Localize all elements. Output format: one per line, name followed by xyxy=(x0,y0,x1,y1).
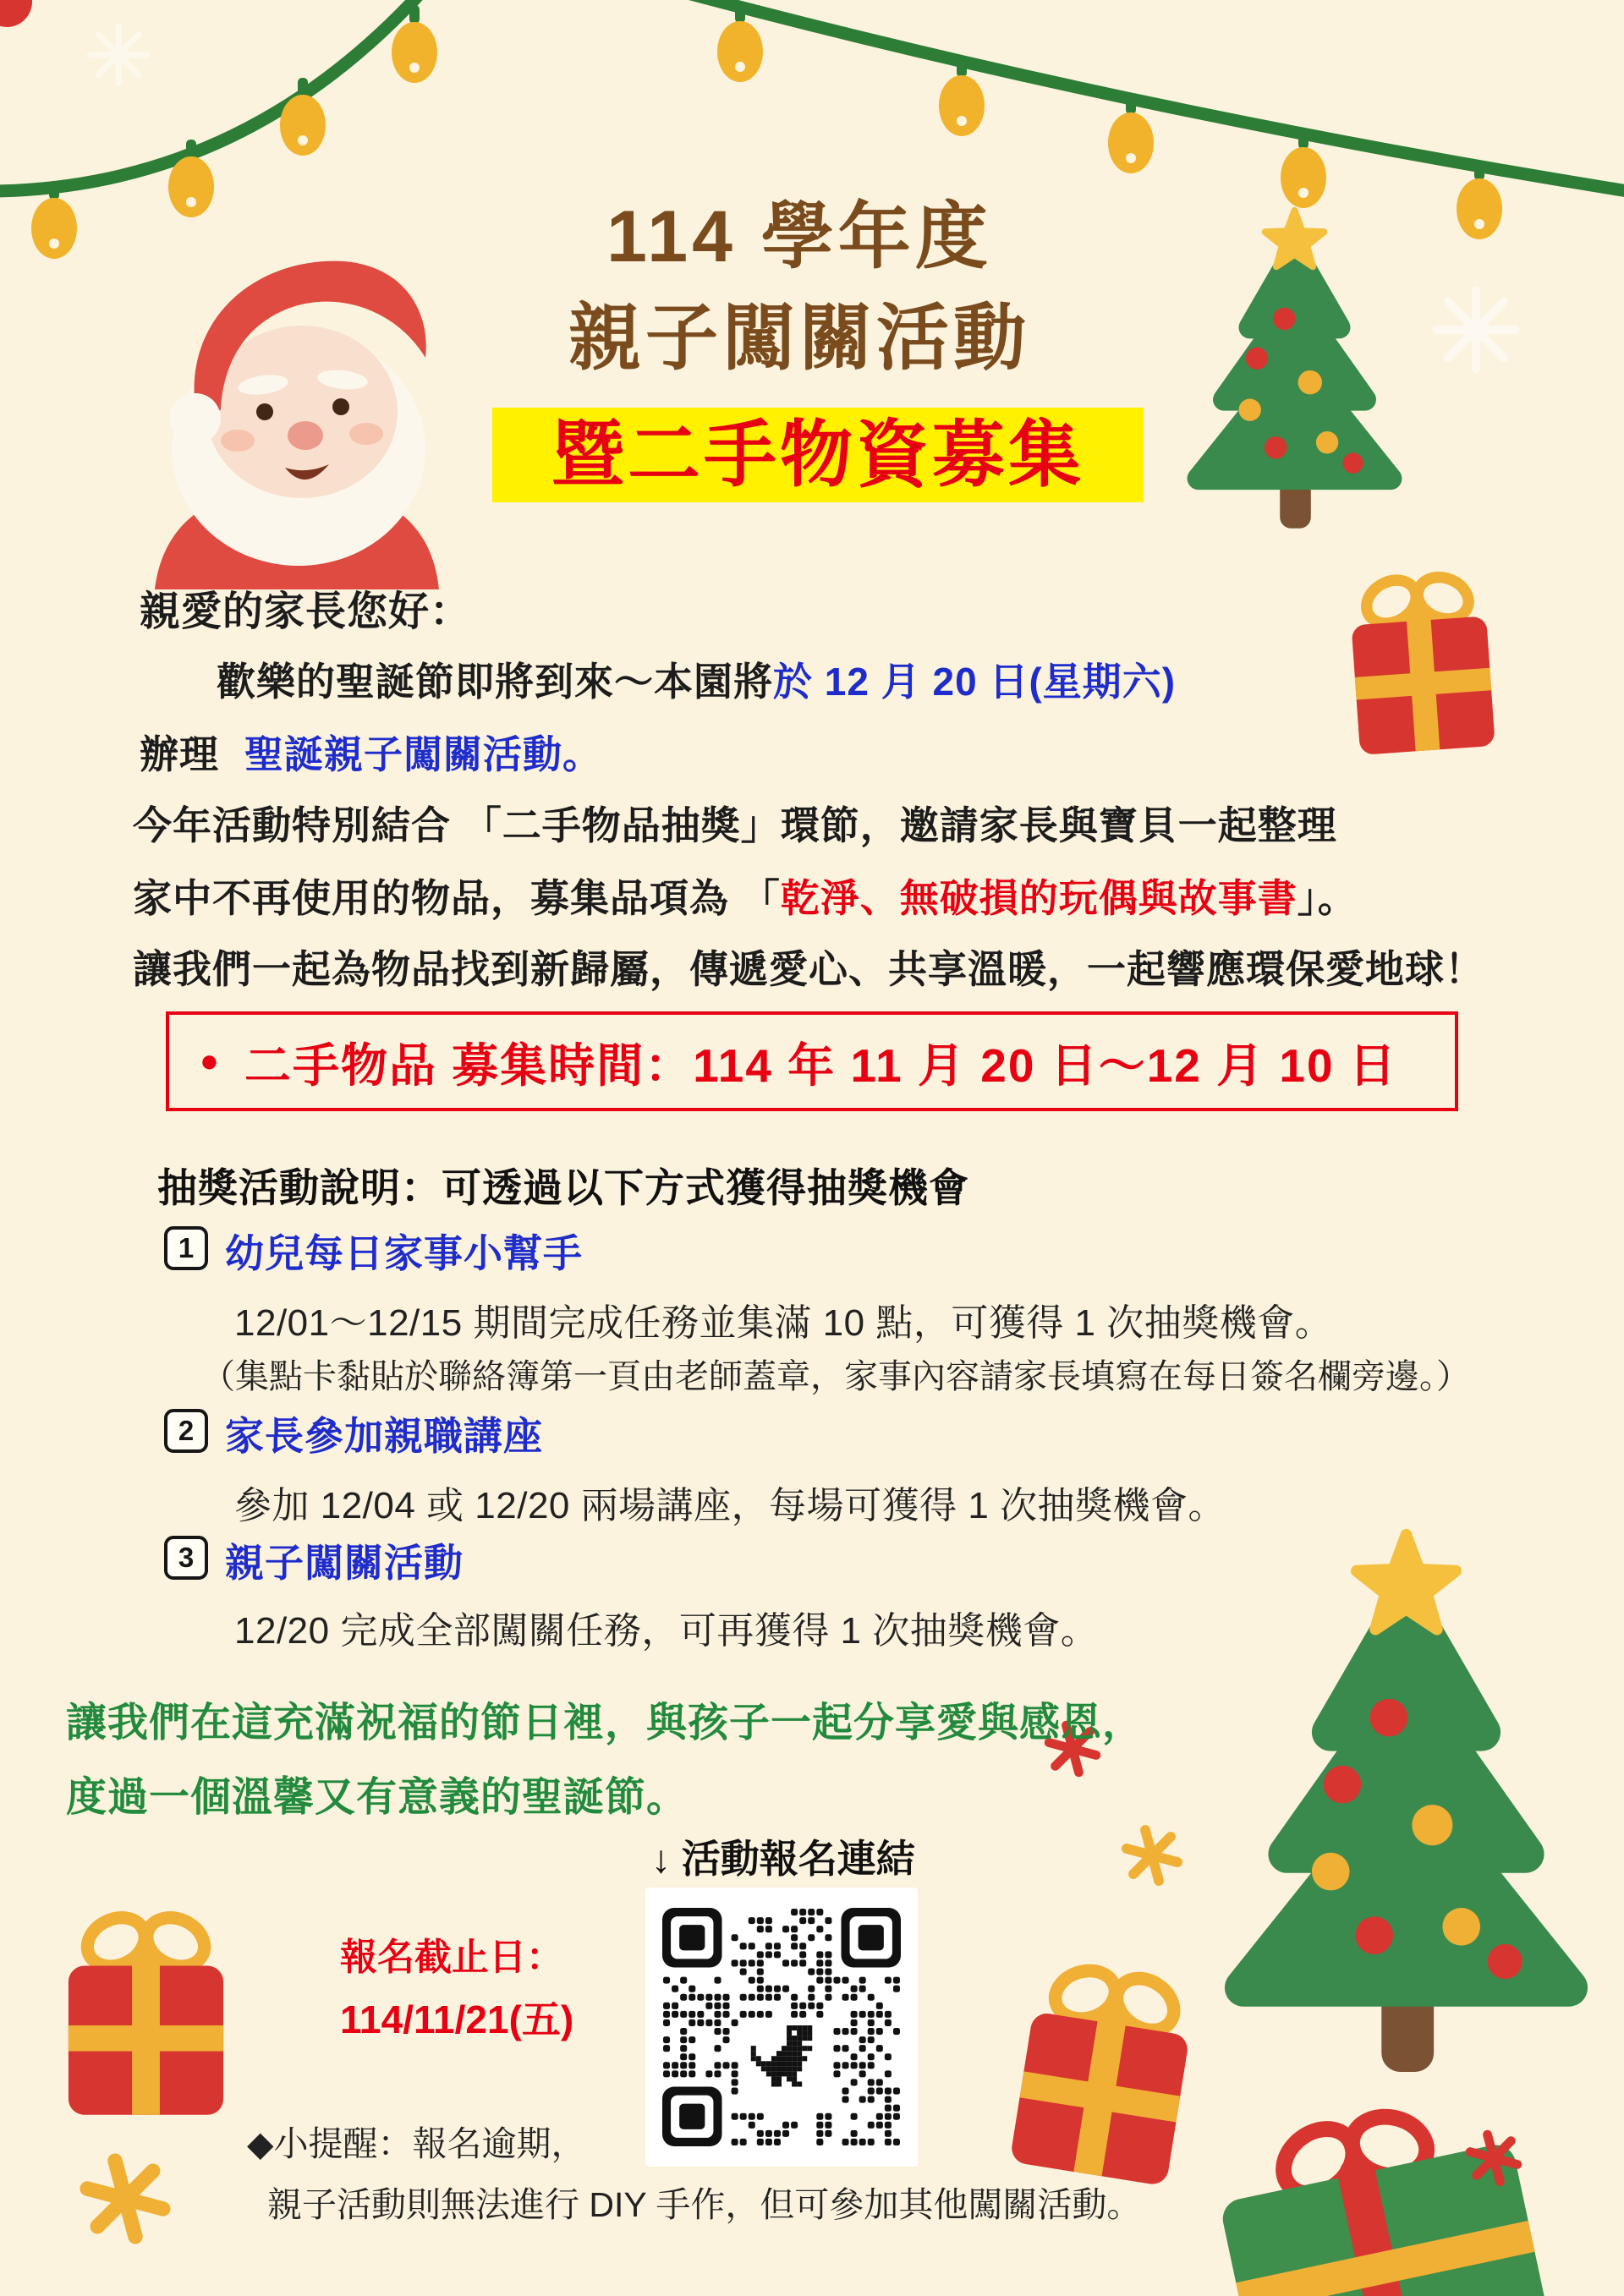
deadline-label: 報名截止日： xyxy=(340,1937,563,1978)
qr-code-pattern xyxy=(662,1908,901,2146)
snowflake-icon xyxy=(90,26,146,83)
bullet-icon: ● xyxy=(200,1043,219,1079)
banner-subtitle: 暨二手物資募集 xyxy=(492,408,1144,502)
item-number-badge: 2 xyxy=(164,1409,208,1453)
intro-line4-end: 」。 xyxy=(1297,876,1358,920)
lottery-item1-title: 幼兒每日家事小幫手 xyxy=(225,1231,583,1275)
collection-period-box xyxy=(166,1011,1458,1111)
lottery-heading: 抽獎活動說明：可透過以下方式獲得抽獎機會 xyxy=(157,1165,969,1210)
lottery-item1-note: （集點卡黏貼於聯絡簿第一頁由老師蓋章，家事內容請家長填寫在每日簽名欄旁邊。） xyxy=(201,1358,1470,1395)
gift-icon xyxy=(1009,1954,1199,2186)
sparkle-icon xyxy=(87,2161,163,2237)
lottery-item3-detail: 12/20 完成全部闖關任務，可再獲得 1 次抽獎機會。 xyxy=(234,1610,1099,1652)
deadline-value: 114/11/21(五) xyxy=(340,1997,574,2041)
closing-line2: 度過一個溫馨又有意義的聖誕節。 xyxy=(66,1775,689,1820)
lottery-item2-detail: 參加 12/04 或 12/20 兩場講座，每場可獲得 1 次抽獎機會。 xyxy=(234,1485,1226,1526)
intro-line2-black: 辦理 xyxy=(140,732,219,776)
gift-icon xyxy=(1347,567,1495,755)
intro-line3: 今年活動特別結合 「二手物品抽獎」環節，邀請家長與寶貝一起整理 xyxy=(133,803,1337,847)
gift-icon xyxy=(1206,2080,1549,2296)
item-number-badge: 1 xyxy=(164,1226,208,1270)
lottery-item1-detail: 12/01～12/15 期間完成任務並集滿 10 點，可獲得 1 次抽獎機會。 xyxy=(234,1302,1333,1344)
collection-period-text: 二手物品 募集時間：114 年 11 月 20 日～12 月 10 日 xyxy=(244,1038,1397,1092)
qr-code[interactable] xyxy=(645,1888,918,2167)
reminder-line2: 親子活動則無法進行 DIY 手作，但可參加其他闖關活動。 xyxy=(267,2185,1142,2224)
intro-line1 xyxy=(217,651,1176,707)
reminder-line1: ◆小提醒：報名逾期， xyxy=(247,2124,586,2163)
page-title-line2: 親子闖關活動 xyxy=(568,298,1030,379)
intro-line2-event: 聖誕親子闖關活動。 xyxy=(244,732,602,776)
intro-line2 xyxy=(140,724,602,780)
closing-line1: 讓我們在這充滿祝福的節日裡，與孩子一起分享愛與感恩， xyxy=(66,1701,1144,1745)
christmas-tree-icon xyxy=(1243,1535,1568,2072)
intro-line4-items: 乾淨、無破損的玩偶與故事書 xyxy=(780,876,1298,920)
intro-line5: 讓我們一起為物品找到新歸屬，傳遞愛心、共享溫暖，一起響應環保愛地球！ xyxy=(133,947,1484,991)
item-number-badge: 3 xyxy=(164,1536,208,1580)
gift-icon xyxy=(69,1909,223,2115)
sparkle-icon xyxy=(1127,1830,1177,1881)
lottery-item3-title: 親子闖關活動 xyxy=(225,1541,464,1585)
lottery-item2-title: 家長參加親職講座 xyxy=(225,1414,543,1458)
signup-link-label: ↓ 活動報名連結 xyxy=(651,1837,915,1881)
intro-line1-date: 於 12 月 20 日(星期六) xyxy=(773,660,1177,704)
intro-line1-black: 歡樂的聖誕節即將到來～本園將 xyxy=(217,660,773,704)
intro-line4 xyxy=(133,868,1358,923)
snowflake-icon xyxy=(1437,291,1515,369)
greeting-line: 親愛的家長您好： xyxy=(140,589,472,634)
intro-line4-black: 家中不再使用的物品，募集品項為 「 xyxy=(133,876,781,920)
page-title-line1: 114 學年度 xyxy=(606,196,992,277)
